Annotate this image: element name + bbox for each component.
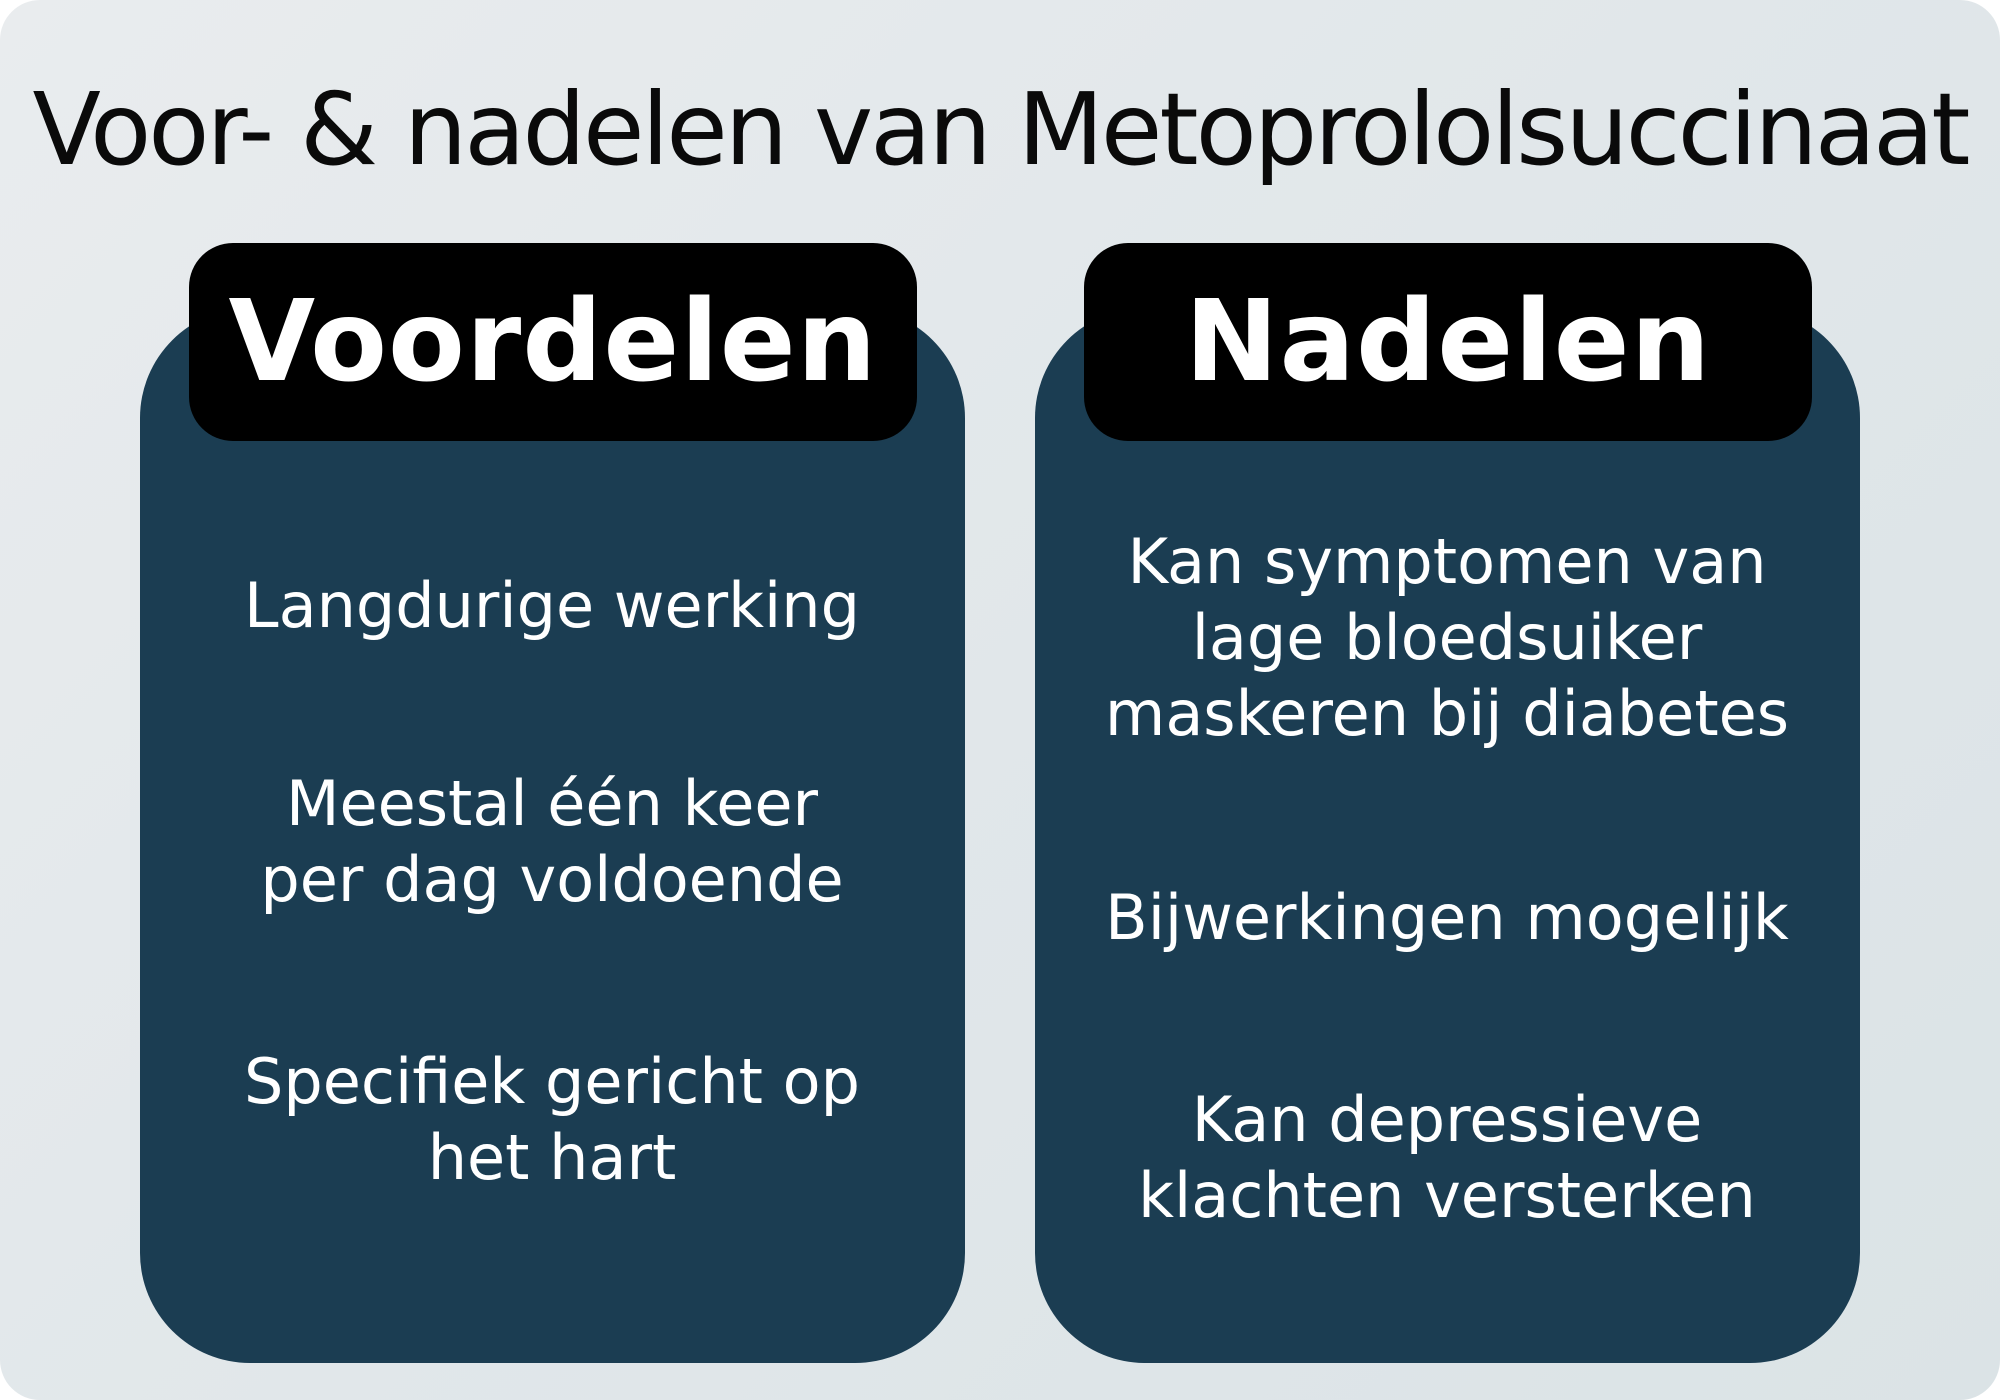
pros-item: Meestal één keer per dag voldoende: [260, 767, 844, 916]
cons-heading: Nadelen: [1084, 243, 1812, 441]
cons-item: Bijwerkingen mogelijk: [1105, 881, 1789, 954]
pros-item: Langdurige werking: [244, 569, 860, 642]
page-title: Voor- & nadelen van Metoprololsuccinaat: [32, 71, 1968, 188]
pros-heading: Voordelen: [189, 243, 917, 441]
cons-item: Kan depressieve klachten versterken: [1138, 1083, 1756, 1232]
cons-item: Kan symptomen van lage bloedsuiker maskeren bij diabetes: [1104, 525, 1790, 750]
pros-item: Specifiek gericht op het hart: [244, 1045, 860, 1194]
